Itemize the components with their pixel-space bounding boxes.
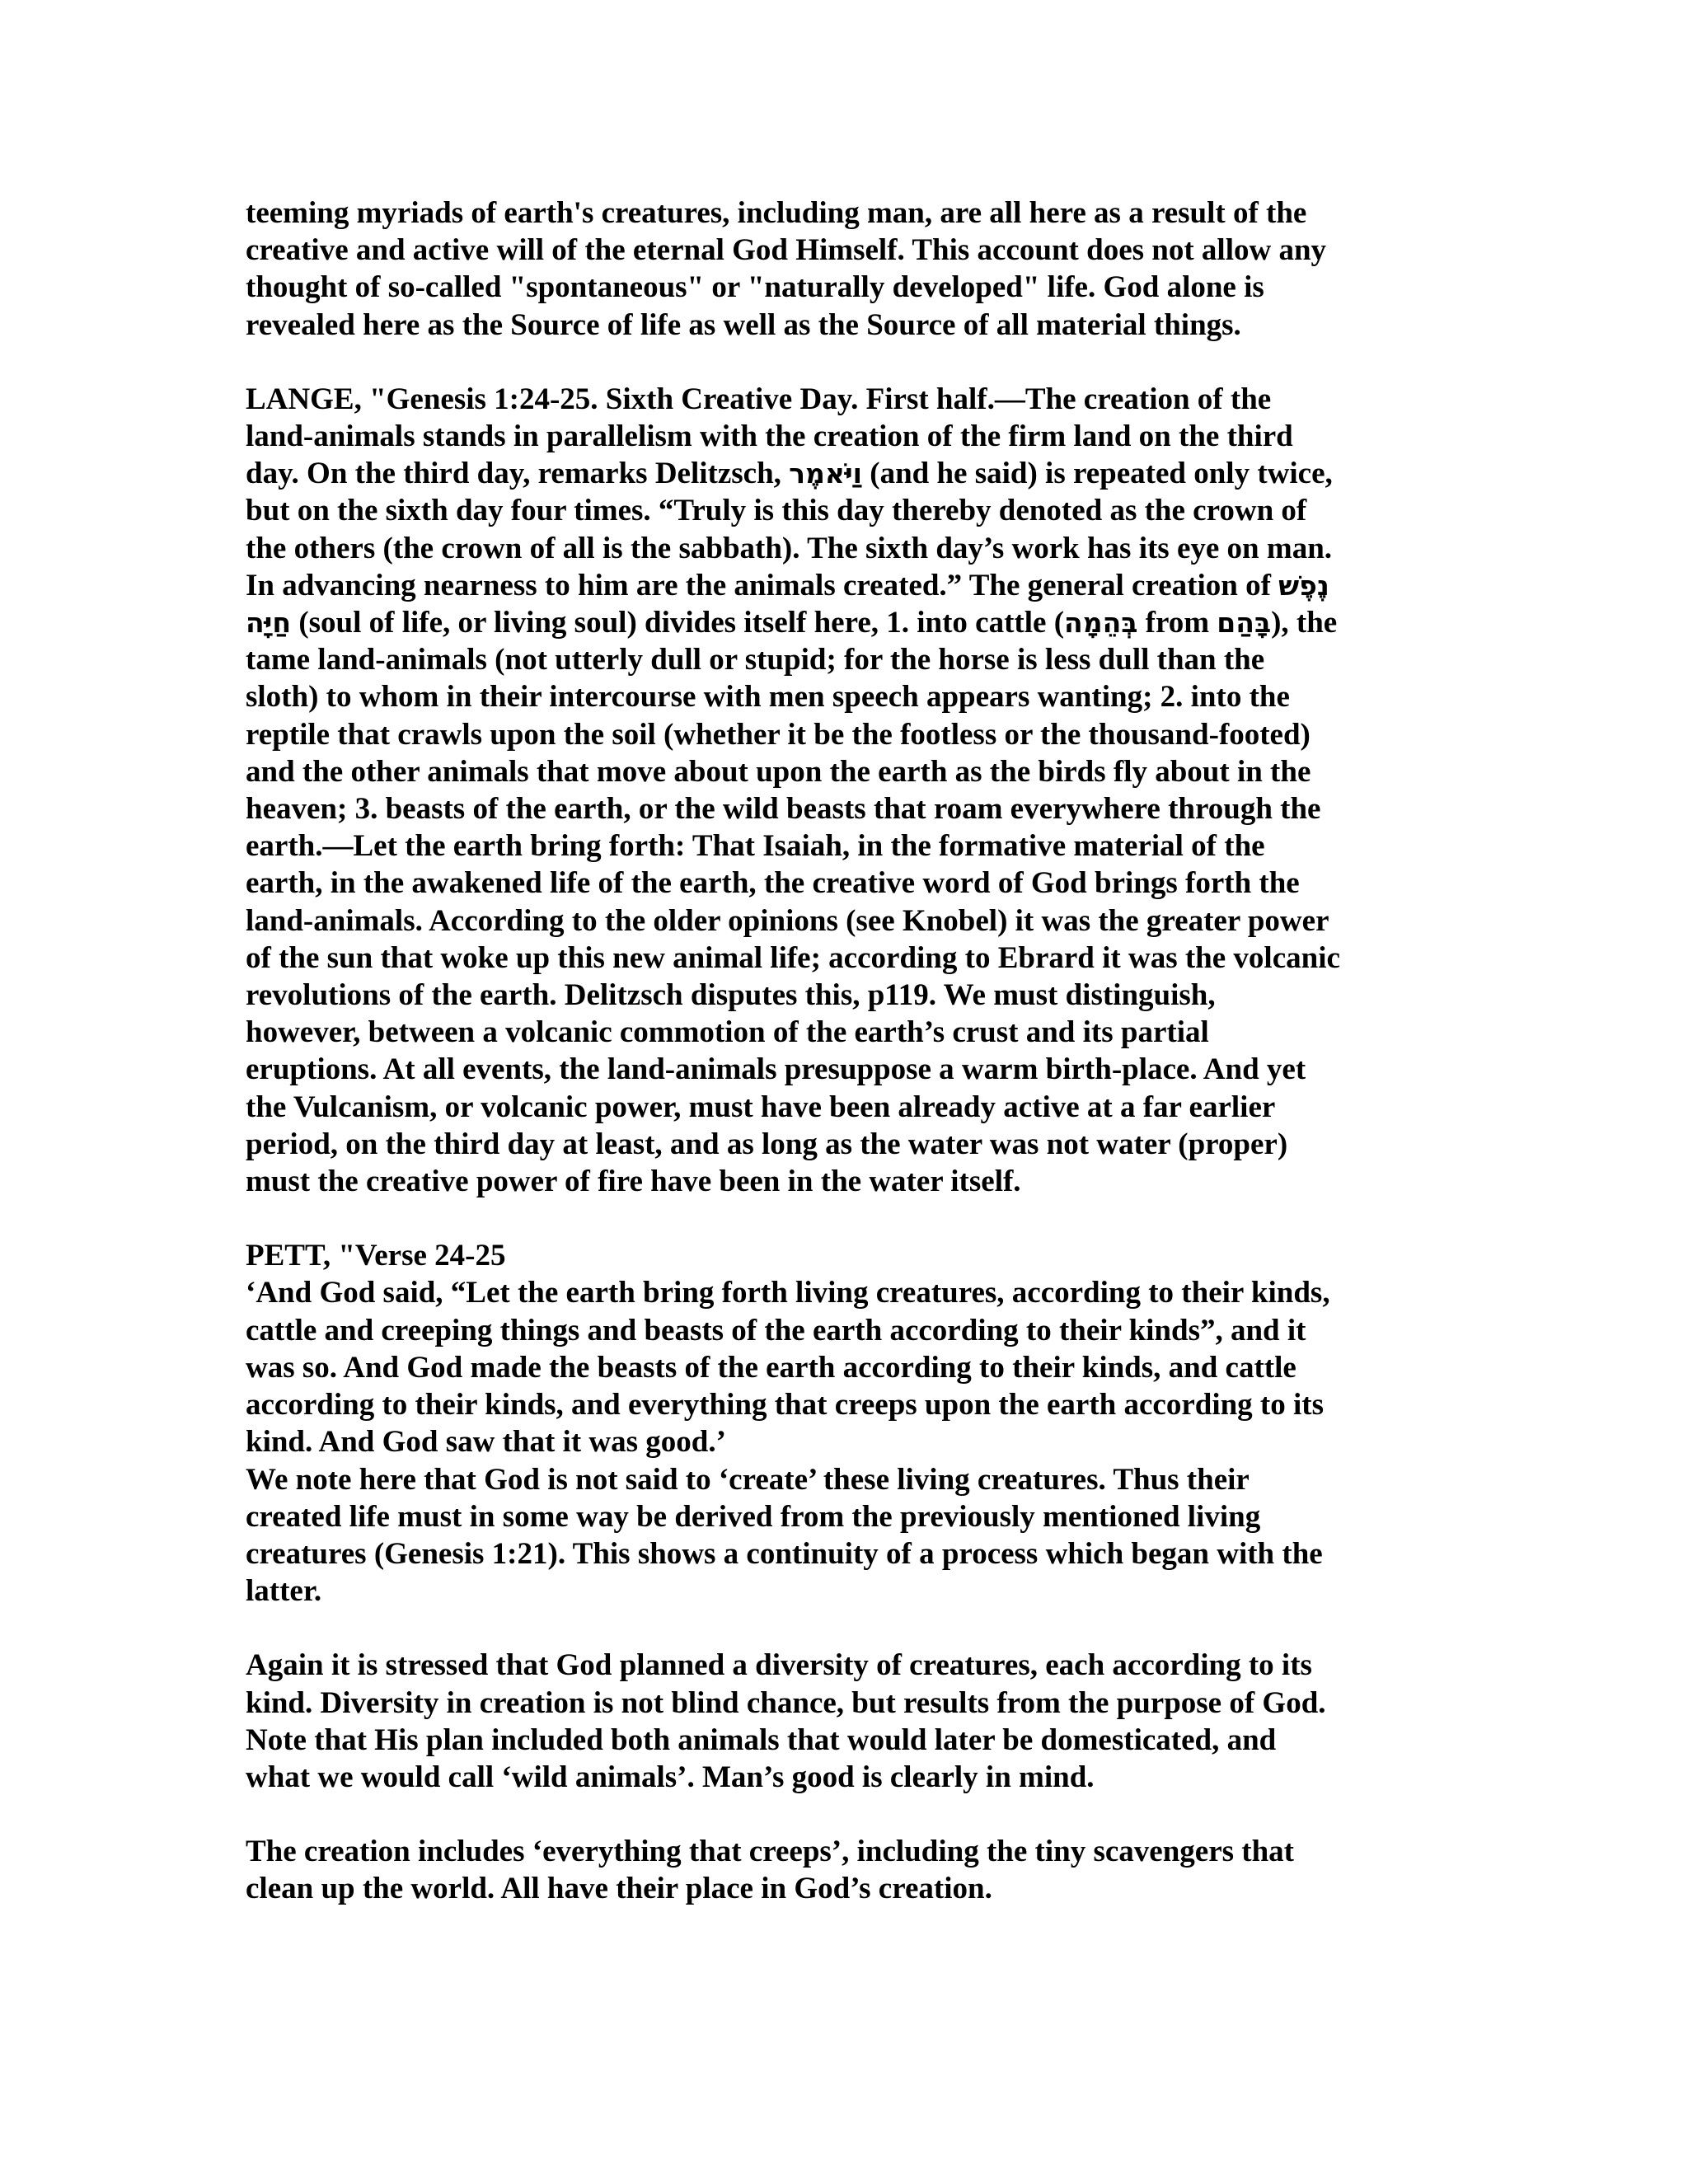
document-page: [246, 194, 1449, 1908]
text-line: In advancing nearness to him are the animals created.” The general creation of נֶפֶשׁ: [246, 568, 1329, 602]
paragraph-lange-commentary: [246, 381, 1449, 1200]
text-line: was so. And God made the beasts of the earth according to their kinds, and cattle: [246, 1350, 1296, 1385]
text-line: kind. Diversity in creation is not blind chance, but results from the purpose of God.: [246, 1685, 1326, 1720]
text-line: according to their kinds, and everything that creeps upon the earth according to its: [246, 1388, 1325, 1422]
text-line: ‘And God said, “Let the earth bring forth living creatures, according to their kinds,: [246, 1276, 1330, 1310]
hebrew-word: חַיָּה: [246, 607, 292, 640]
text-line: of the sun that woke up this new animal life; according to Ebrard it was the volcanic: [246, 940, 1340, 975]
text-line: and the other animals that move about upon the earth as the birds fly about in the: [246, 754, 1311, 789]
text-line: tame land-animals (not utterly dull or stupid; for the horse is less dull than the: [246, 643, 1265, 677]
text-line: Again it is stressed that God planned a diversity of creatures, each according to its: [246, 1648, 1312, 1683]
hebrew-word: וַיֹּאמֶר: [789, 457, 862, 490]
hebrew-word: בְּהֵמָה: [1064, 607, 1138, 640]
hebrew-word: בָּהַם: [1217, 607, 1272, 640]
text-line: clean up the world. All have their place in God’s creation.: [246, 1872, 992, 1906]
text-line: kind. And God saw that it was good.’: [246, 1425, 726, 1460]
text-line: We note here that God is not said to ‘create’ these living creatures. Thus their: [246, 1462, 1250, 1497]
text-line: but on the sixth day four times. “Truly is this day thereby denoted as the crown of: [246, 494, 1307, 528]
text-line: cattle and creeping things and beasts of the earth according to their kinds”, and it: [246, 1313, 1306, 1347]
text-line: the Vulcanism, or volcanic power, must have been already active at a far earlier: [246, 1090, 1276, 1124]
text-line: latter.: [246, 1574, 322, 1609]
text-line: heaven; 3. beasts of the earth, or the wild beasts that roam everywhere through the: [246, 792, 1321, 827]
text-line: created life must in some way be derived from the previously mentioned living: [246, 1499, 1261, 1534]
text-line: what we would call ‘wild animals’. Man’s good is clearly in mind.: [246, 1760, 1095, 1794]
text-line: earth, in the awakened life of the earth, the creative word of God brings forth the: [246, 866, 1300, 901]
text-line: thought of so-called "spontaneous" or "naturally developed" life. God alone is: [246, 270, 1264, 305]
text-line: creatures (Genesis 1:21). This shows a continuity of a process which began with the: [246, 1536, 1323, 1571]
text-line: teeming myriads of earth's creatures, including man, are all here as a result of the: [246, 196, 1307, 230]
text-line: The creation includes ‘everything that creeps’, including the tiny scavengers that: [246, 1835, 1294, 1869]
text-line: revealed here as the Source of life as well as the Source of all material things.: [246, 307, 1241, 342]
paragraph-pett-commentary: [246, 1237, 1449, 1610]
hebrew-word: נֶפֶשׁ: [1278, 569, 1329, 602]
text-line: PETT, "Verse 24-25: [246, 1239, 506, 1273]
text-line: land-animals. According to the older opinions (see Knobel) it was the greater power: [246, 903, 1329, 938]
text-line: period, on the third day at least, and as long as the water was not water (proper): [246, 1127, 1288, 1161]
text-line: sloth) to whom in their intercourse with men speech appears wanting; 2. into the: [246, 680, 1290, 715]
paragraph-everything-that-creeps: [246, 1833, 1449, 1907]
text-line: reptile that crawls upon the soil (whether it be the footless or the thousand-footed): [246, 717, 1311, 752]
text-line: revolutions of the earth. Delitzsch disputes this, p119. We must distinguish,: [246, 978, 1216, 1013]
text-line: eruptions. At all events, the land-animals presuppose a warm birth-place. And yet: [246, 1052, 1306, 1087]
text-line: חַיָּה (soul of life, or living soul) divides itself here, 1. into cattle (בְּהֵמָה from בָּהַם), the: [246, 606, 1338, 640]
paragraph-creation-summary: [246, 194, 1449, 344]
text-line: the others (the crown of all is the sabbath). The sixth day’s work has its eye on man.: [246, 531, 1333, 565]
text-line: earth.—Let the earth bring forth: That Isaiah, in the formative material of the: [246, 829, 1265, 864]
text-line: LANGE, "Genesis 1:24-25. Sixth Creative Day. First half.—The creation of the: [246, 382, 1272, 416]
text-line: creative and active will of the eternal God Himself. This account does not allow any: [246, 233, 1327, 268]
paragraph-diversity: [246, 1647, 1449, 1796]
text-line: land-animals stands in parallelism with the creation of the firm land on the third: [246, 419, 1293, 454]
text-line: however, between a volcanic commotion of the earth’s crust and its partial: [246, 1015, 1209, 1050]
text-line: day. On the third day, remarks Delitzsch, וַיֹּאמֶר (and he said) is repeated only twice,: [246, 457, 1333, 491]
text-line: Note that His plan included both animals that would later be domesticated, and: [246, 1722, 1277, 1757]
text-line: must the creative power of fire have been in the water itself.: [246, 1165, 1021, 1199]
